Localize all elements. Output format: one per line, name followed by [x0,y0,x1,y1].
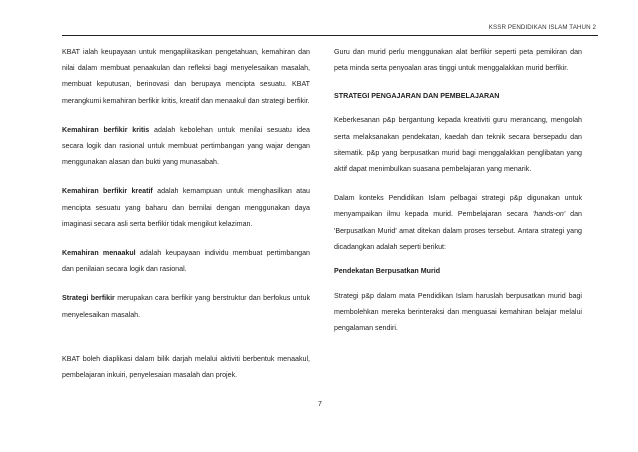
thinking-strategy-text: merupakan cara berfikir yang berstruktur dan berfokus untuk menyelesaikan masalah. [62,294,310,319]
critical-thinking-paragraph [62,122,310,171]
section-heading-strategy: STRATEGI PENGAJARAN DAN PEMBELAJARAN [334,92,500,101]
critical-thinking-term: Kemahiran berfikir kritis [62,125,150,134]
critical-thinking-text: adalah kebolehan untuk menilai sesuatu idea secara logik dan rasional untuk membuat pertimbangan yang wajar dengan menggunakan alasan dan bukti yang munasabah. [62,125,310,167]
creative-thinking-term: Kemahiran berfikir kreatif [62,187,153,196]
hands-on-term: 'hands-on' [532,210,566,219]
reasoning-paragraph [62,245,310,277]
right-column [334,44,582,350]
header-rule [62,35,598,36]
context-paragraph [334,190,582,255]
student-centered-paragraph: Strategi p&p dalam mata Pendidikan Islam haruslah berpusatkan murid bagi membolehkan mereka berinteraksi dan menguasai kemahiran belajar melalui pengalaman sendiri. [334,292,582,333]
thinking-tools-paragraph: Guru dan murid perlu menggunakan alat berfikir seperti peta pemikiran dan peta minda serta penyoalan aras tinggi untuk menggalakkan murid berfikir. [334,48,582,73]
context-text-b: dan 'Berpusatkan Murid' amat ditekan dalam proses tersebut. Antara strategi yang dicadangkan adalah seperti berikut: [334,210,582,251]
creative-thinking-paragraph [62,183,310,232]
header-title: KSSR PENDIDIKAN ISLAM TAHUN 2 [488,24,596,31]
context-text-a: Dalam konteks Pendidikan Islam pelbagai strategi p&p digunakan untuk menyampaikan ilmu kepada murid. Pembelajaran secara [334,194,582,219]
reasoning-term: Kemahiran menaakul [62,249,136,258]
effectiveness-paragraph: Keberkesanan p&p bergantung kepada kreativiti guru merancang, mengolah serta melaksanakan pendekatan, kaedah dan teknik secara bersepadu dan sitematik. p&p yang berpusatkan murid bagi menggalakkan penglibatan yang aktif dapat menimbulkan suasana pembelajaran yang menarik. [334,116,582,174]
thinking-strategy-term: Strategi berfikir [62,294,115,303]
creative-thinking-text: adalah kemampuan untuk menghasilkan atau mencipta sesuatu yang baharu dan bernilai dengan menggunakan daya imaginasi secara asli serta berfikir tidak mengikut kelaziman. [62,187,310,228]
page-number: 7 [318,401,322,408]
left-column [62,44,310,396]
subheading-student-centered: Pendekatan Berpusatkan Murid [334,267,441,276]
kbat-definition-paragraph: KBAT ialah keupayaan untuk mengaplikasikan pengetahuan, kemahiran dan nilai dalam membuat penaakulan dan refleksi bagi menyelesaikan masalah, membuat keputusan, berinovasi dan berupaya mencipta sesuatu. KBAT merangkumi kemahiran berfikir kritis, kreatif dan menaakul dan strategi berfikir. [62,48,310,105]
kbat-application-paragraph: KBAT boleh diaplikasi dalam bilik darjah melalui aktiviti berbentuk menaakul, pembelajaran inkuiri, penyelesaian masalah dan projek. [62,354,310,380]
thinking-strategy-paragraph [62,290,310,322]
reasoning-text: adalah keupayaan individu membuat pertimbangan dan penilaian secara logik dan rasional. [62,249,310,274]
